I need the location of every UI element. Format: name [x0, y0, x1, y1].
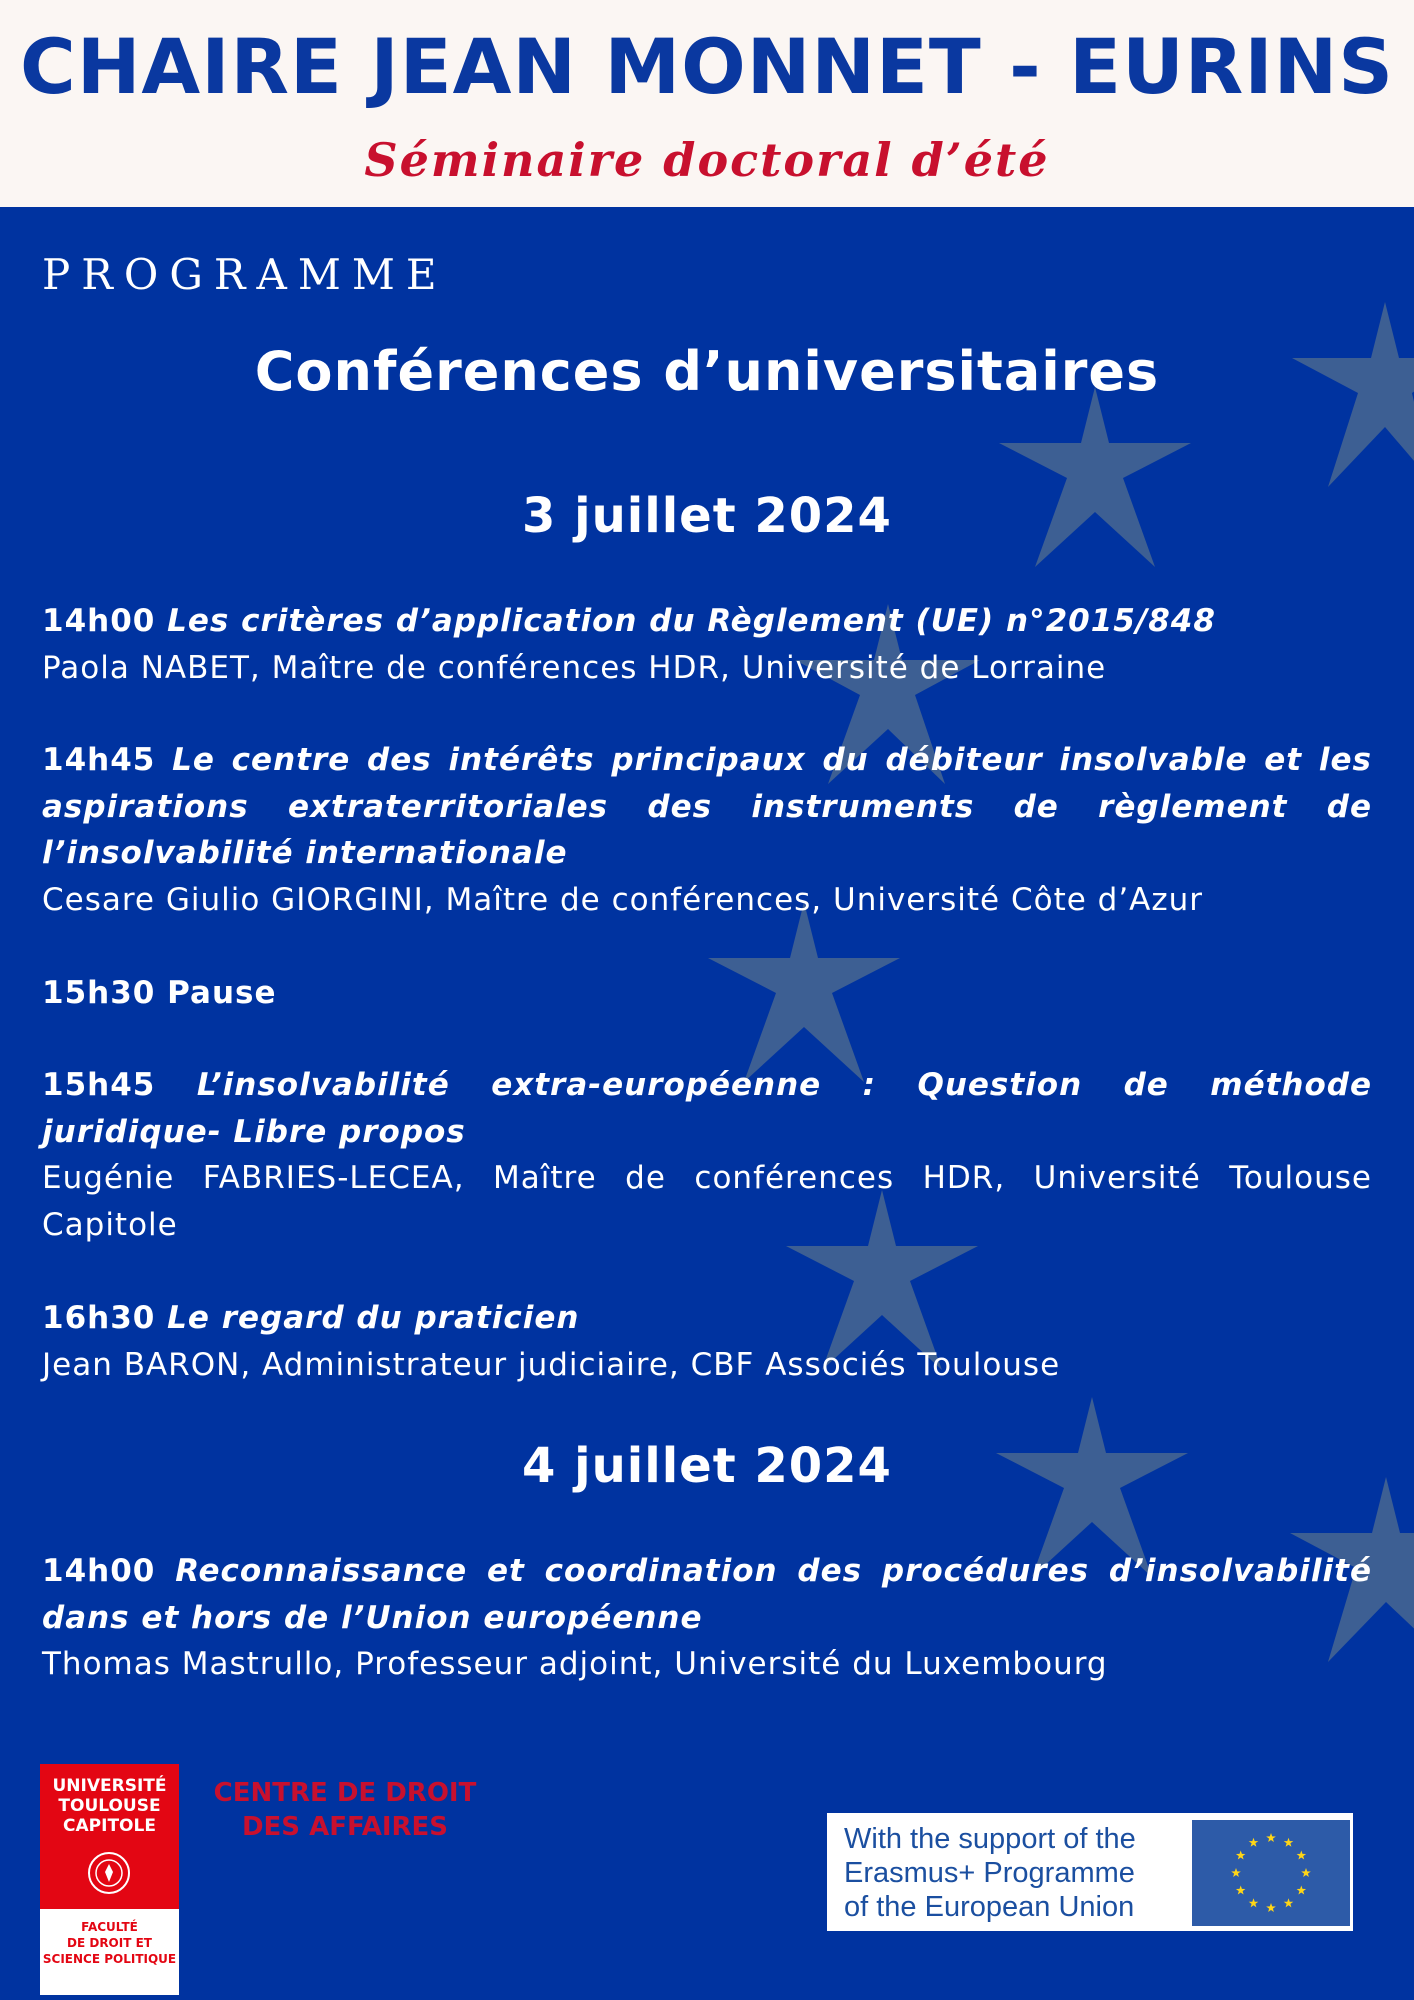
talk-topic: Pause	[167, 975, 277, 1011]
talk-item	[42, 1062, 1372, 1248]
talk-time: 14h00	[42, 1553, 156, 1589]
talk-speaker: Eugénie FABRIES-LECEA, Maître de conférences HDR, Université Toulouse Capitole	[42, 1160, 1372, 1243]
talk-time: 14h45	[42, 742, 156, 778]
centre-droit-affaires	[190, 1776, 500, 1844]
logo-text-line: FACULTÉ	[81, 1920, 138, 1934]
logo-text-line: DE DROIT ET	[67, 1936, 152, 1950]
day-title: 3 juillet 2024	[522, 488, 892, 544]
section-title: Conférences d’universitaires	[254, 340, 1160, 403]
talk-item	[42, 1295, 1372, 1388]
logo-text-line: SCIENCE POLITIQUE	[42, 1952, 177, 1966]
erasmus-badge	[827, 1813, 1353, 1931]
talk-speaker: Cesare Giulio GIORGINI, Maître de conférences, Université Côte d’Azur	[42, 881, 1204, 918]
erasmus-line: With the support of the	[844, 1823, 1136, 1855]
talk-speaker: Jean BARON, Administrateur judiciaire, CBF Associés Toulouse	[42, 1346, 1061, 1383]
talk-topic: L’insolvabilité extra-européenne : Question de méthode juridique- Libre propos	[42, 1067, 1372, 1150]
logo-text-line: CAPITOLE	[63, 1816, 156, 1836]
talk-item	[42, 737, 1372, 923]
talk-time: 14h00	[42, 603, 156, 639]
talk-topic: Le centre des intérêts principaux du débiteur insolvable et les aspirations extraterritoriales des instruments de règlement de l’insolvabilité internationale	[42, 742, 1372, 871]
day-title: 4 juillet 2024	[522, 1438, 892, 1494]
talk-time: 15h45	[42, 1067, 156, 1103]
header	[0, 0, 1414, 207]
talk-time: 15h30	[42, 975, 156, 1011]
centre-line: CENTRE DE DROIT	[213, 1778, 477, 1808]
page-title: CHAIRE JEAN MONNET - EURINS	[20, 22, 1394, 111]
erasmus-line: Erasmus+ Programme	[844, 1857, 1135, 1889]
logo-text-line: TOULOUSE	[58, 1796, 161, 1816]
centre-line: DES AFFAIRES	[241, 1812, 449, 1842]
talk-speaker: Thomas Mastrullo, Professeur adjoint, Université du Luxembourg	[42, 1646, 1108, 1682]
university-logo	[40, 1764, 179, 1995]
eu-flag-icon	[1192, 1820, 1350, 1926]
talk-item	[42, 598, 1372, 691]
talk-speaker: Paola NABET, Maître de conférences HDR, Université de Lorraine	[42, 649, 1107, 686]
talk-item	[42, 970, 1372, 1017]
talk-item	[42, 1548, 1372, 1688]
logo-text-line: UNIVERSITÉ	[52, 1776, 167, 1796]
programme-label: PROGRAMME	[42, 250, 448, 299]
erasmus-line: of the European Union	[844, 1891, 1135, 1923]
talk-topic: Le regard du praticien	[167, 1300, 580, 1336]
talk-topic: Les critères d’application du Règlement (UE) n°2015/848	[167, 603, 1216, 639]
talk-time: 16h30	[42, 1300, 156, 1336]
talk-topic: Reconnaissance et coordination des procédures d’insolvabilité dans et hors de l’Union européenne	[42, 1553, 1372, 1636]
page-subtitle: Séminaire doctoral d’été	[364, 133, 1050, 187]
university-seal-icon	[86, 1850, 132, 1896]
